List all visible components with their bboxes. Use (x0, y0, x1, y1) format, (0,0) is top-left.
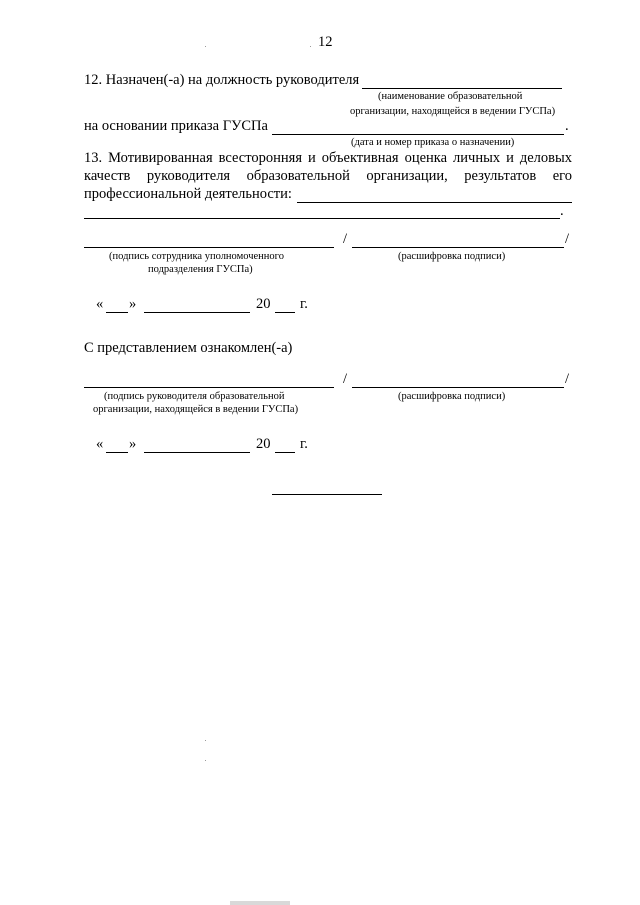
assessment-field-end: . (560, 203, 564, 219)
scan-speck (205, 760, 206, 761)
organization-caption-line1: (наименование образовательной (378, 91, 523, 102)
scan-speck (205, 46, 206, 47)
officer-signature-caption-line1: (подпись сотрудника уполномоченного (109, 251, 284, 262)
order-basis-label: на основании приказа ГУСПа (84, 118, 268, 134)
date-open-quote: « (96, 296, 104, 312)
order-field[interactable] (272, 134, 564, 135)
date-close-quote: » (129, 296, 137, 312)
acknowledgement-text: С представлением ознакомлен(-а) (84, 340, 293, 356)
assessment-field-line1[interactable] (297, 202, 572, 203)
head-decoding-caption: (расшифровка подписи) (398, 391, 506, 402)
scan-speck (310, 46, 311, 47)
head-name-field[interactable] (352, 387, 564, 388)
scan-speck (205, 740, 206, 741)
organization-name-field[interactable] (362, 88, 562, 89)
organization-caption-line2: организации, находящейся в ведении ГУСПа) (350, 106, 556, 117)
scan-edge-shadow (230, 901, 290, 905)
assessment-field-line2[interactable] (84, 218, 560, 219)
head-signature-field[interactable] (84, 387, 334, 388)
date-open-quote: « (96, 436, 104, 452)
date-year-suffix: г. (300, 296, 308, 312)
date-year-prefix: 20 (256, 296, 271, 312)
date-day-field[interactable] (106, 452, 128, 453)
officer-decoding-caption: (расшифровка подписи) (398, 251, 506, 262)
order-caption: (дата и номер приказа о назначении) (351, 137, 515, 148)
officer-signature-caption-line2: подразделения ГУСПа) (148, 264, 253, 275)
date-day-field[interactable] (106, 312, 128, 313)
order-field-end: . (565, 118, 569, 134)
date-month-field[interactable] (144, 452, 250, 453)
assessment-text-line3: профессиональной деятельности: (84, 186, 292, 202)
date-year-field[interactable] (275, 452, 295, 453)
head-signature-caption-line1: (подпись руководителя образовательной (104, 391, 285, 402)
signature-separator-right: / (565, 371, 570, 387)
date-year-suffix: г. (300, 436, 308, 452)
appointment-label: 12. Назначен(-а) на должность руководителя (84, 72, 360, 88)
date-close-quote: » (129, 436, 137, 452)
signature-separator-left: / (343, 371, 348, 387)
signature-separator-left: / (343, 231, 348, 247)
assessment-text-line2: качеств руководителя образовательной организации, результатов его (84, 168, 572, 184)
date-year-field[interactable] (275, 312, 295, 313)
authorized-officer-name-field[interactable] (352, 247, 564, 248)
authorized-officer-signature-field[interactable] (84, 247, 334, 248)
head-signature-caption-line2: организации, находящейся в ведении ГУСПа) (93, 404, 299, 415)
assessment-text-line1: 13. Мотивированная всесторонняя и объективная оценка личных и деловых (84, 150, 572, 166)
date-year-prefix: 20 (256, 436, 271, 452)
signature-separator-right: / (565, 231, 570, 247)
page-number: 12 (318, 34, 333, 50)
end-of-section-rule (272, 494, 382, 495)
date-month-field[interactable] (144, 312, 250, 313)
